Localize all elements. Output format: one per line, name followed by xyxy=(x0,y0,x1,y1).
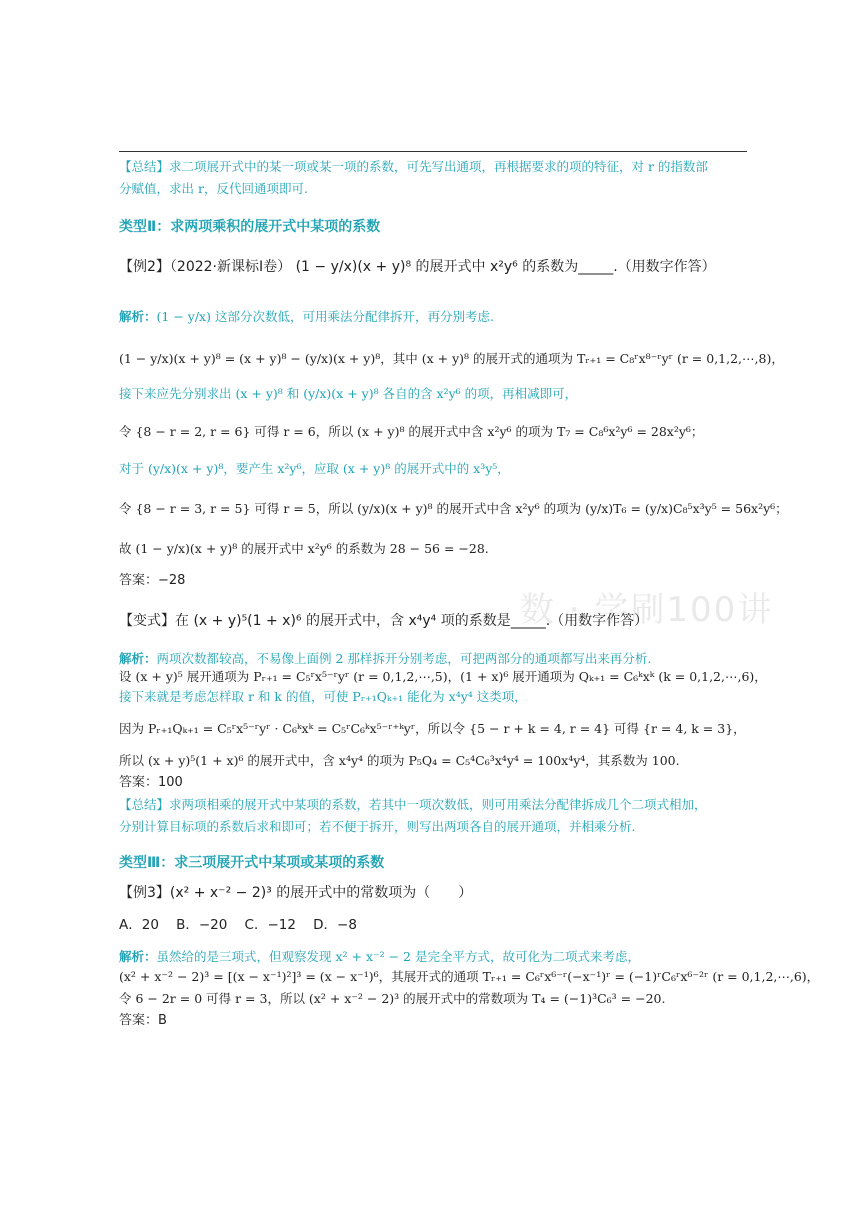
example-2-analysis-line-3: 接下来应先分别求出 (x + y)⁸ 和 (y/x)(x + y)⁸ 各自的含 x²y⁶ 的项，再相减即可， xyxy=(119,386,578,401)
example-3-options xyxy=(119,916,357,934)
summary-line-2: 分赋值，求出 r，反代回通项即可. xyxy=(119,181,308,196)
example-2-analysis-line-1: 解析：(1 − y/x) 这部分次数低，可用乘法分配律拆开，再分别考虑. xyxy=(119,309,494,324)
variant-summary-line-1: 【总结】求两项相乘的展开式中某项的系数，若其中一项次数低，则可用乘法分配律拆成几个二项式相加， xyxy=(119,797,707,812)
top-divider xyxy=(119,151,747,152)
example-2-analysis-line-6: 令 {8 − r = 3, r = 5} 可得 r = 5，所以 (y/x)(x + y)⁸ 的展开式中含 x²y⁶ 的项为 (y/x)T₆ = (y/x)C₈⁵x³y⁵ = 56x²y⁶； xyxy=(119,501,788,516)
watermark: 数 · 学刷100讲 xyxy=(520,590,774,630)
variant-analysis-line-5: 所以 (x + y)⁵(1 + x)⁶ 的展开式中，含 x⁴y⁴ 的项为 P₅Q₄ = C₅⁴C₆³x⁴y⁴ = 100x⁴y⁴，其系数为 100. xyxy=(119,753,680,768)
example-2-analysis-line-2: (1 − y/x)(x + y)⁸ = (x + y)⁸ − (y/x)(x + y)⁸，其中 (x + y)⁸ 的展开式的通项为 Tᵣ₊₁ = C₈ʳx⁸⁻ʳyʳ (r = 0,1,2,⋯,8)， xyxy=(119,351,784,366)
example-3-analysis-line-2: (x² + x⁻² − 2)³ = [(x − x⁻¹)²]³ = (x − x⁻¹)⁶，其展开式的通项 Tᵣ₊₁ = C₆ʳx⁶⁻ʳ(−x⁻¹)ʳ = (−1)ʳC₆ʳx⁶⁻²ʳ (r = 0,1,2,⋯,6)， xyxy=(119,969,820,984)
example-3-question: 【例3】(x² + x⁻² − 2)³ 的展开式中的常数项为（ ） xyxy=(119,885,473,901)
example-2-analysis-line-5: 对于 (y/x)(x + y)⁸，要产生 x²y⁶，应取 (x + y)⁸ 的展开式中的 x³y⁵， xyxy=(119,461,510,476)
variant-question: 【变式】在 (x + y)⁵(1 + x)⁶ 的展开式中，含 x⁴y⁴ 项的系数是_____.（用数字作答） xyxy=(119,613,649,629)
section-heading-type-2: 类型Ⅱ：求两项乘积的展开式中某项的系数 xyxy=(119,219,381,235)
variant-analysis-line-4: 因为 Pᵣ₊₁Qₖ₊₁ = C₅ʳx⁵⁻ʳyʳ · C₆ᵏxᵏ = C₅ʳC₆ᵏx⁵⁻ʳ⁺ᵏyʳ，所以令 {5 − r + k = 4, r = 4} 可得 {r = 4, k = 3}， xyxy=(119,721,746,736)
section-heading-type-3: 类型Ⅲ：求三项展开式中某项或某项的系数 xyxy=(119,855,385,871)
analysis-label: 解析： xyxy=(119,309,157,324)
option-b[interactable]: B．−20 xyxy=(176,917,228,933)
example-3-analysis-line-1: 解析：虽然给的是三项式，但观察发现 x² + x⁻² − 2 是完全平方式，故可化为二项式来考虑， xyxy=(119,949,640,964)
option-d[interactable]: D．−8 xyxy=(313,917,357,933)
example-2-analysis-line-7: 故 (1 − y/x)(x + y)⁸ 的展开式中 x²y⁶ 的系数为 28 − 56 = −28. xyxy=(119,541,489,556)
variant-analysis-line-3: 接下来就是考虑怎样取 r 和 k 的值，可使 Pᵣ₊₁Qₖ₊₁ 能化为 x⁴y⁴ 这类项， xyxy=(119,689,527,704)
variant-analysis-line-1: 解析：两项次数都较高，不易像上面例 2 那样拆开分别考虑，可把两部分的通项都写出来再分析. xyxy=(119,651,652,666)
variant-summary-line-2: 分别计算目标项的系数后求和即可；若不便于拆开，则写出两项各自的展开通项，并相乘分析. xyxy=(119,819,636,834)
analysis-label: 解析： xyxy=(119,651,157,666)
variant-analysis-line-2: 设 (x + y)⁵ 展开通项为 Pᵣ₊₁ = C₅ʳx⁵⁻ʳyʳ (r = 0,1,2,⋯,5)，(1 + x)⁶ 展开通项为 Qₖ₊₁ = C₆ᵏxᵏ (k = 0,1,2,⋯,6)， xyxy=(119,669,767,684)
variant-answer: 答案：100 xyxy=(119,775,183,790)
analysis-label: 解析： xyxy=(119,949,157,964)
example-2-question: 【例2】（2022·新课标Ⅰ卷） (1 − y/x)(x + y)⁸ 的展开式中 x²y⁶ 的系数为_____.（用数字作答） xyxy=(119,259,716,275)
example-2-answer: 答案：−28 xyxy=(119,573,186,588)
example-3-answer: 答案：B xyxy=(119,1013,167,1028)
option-c[interactable]: C．−12 xyxy=(244,917,296,933)
example-3-analysis-line-3: 令 6 − 2r = 0 可得 r = 3，所以 (x² + x⁻² − 2)³ 的展开式中的常数项为 T₄ = (−1)³C₆³ = −20. xyxy=(119,991,666,1006)
summary-line-1: 【总结】求二项展开式中的某一项或某一项的系数，可先写出通项，再根据要求的项的特征，对 r 的指数部 xyxy=(119,159,708,174)
option-a[interactable]: A．20 xyxy=(119,917,159,933)
example-2-analysis-line-4: 令 {8 − r = 2, r = 6} 可得 r = 6，所以 (x + y)⁸ 的展开式中含 x²y⁶ 的项为 T₇ = C₈⁶x²y⁶ = 28x²y⁶； xyxy=(119,424,704,439)
